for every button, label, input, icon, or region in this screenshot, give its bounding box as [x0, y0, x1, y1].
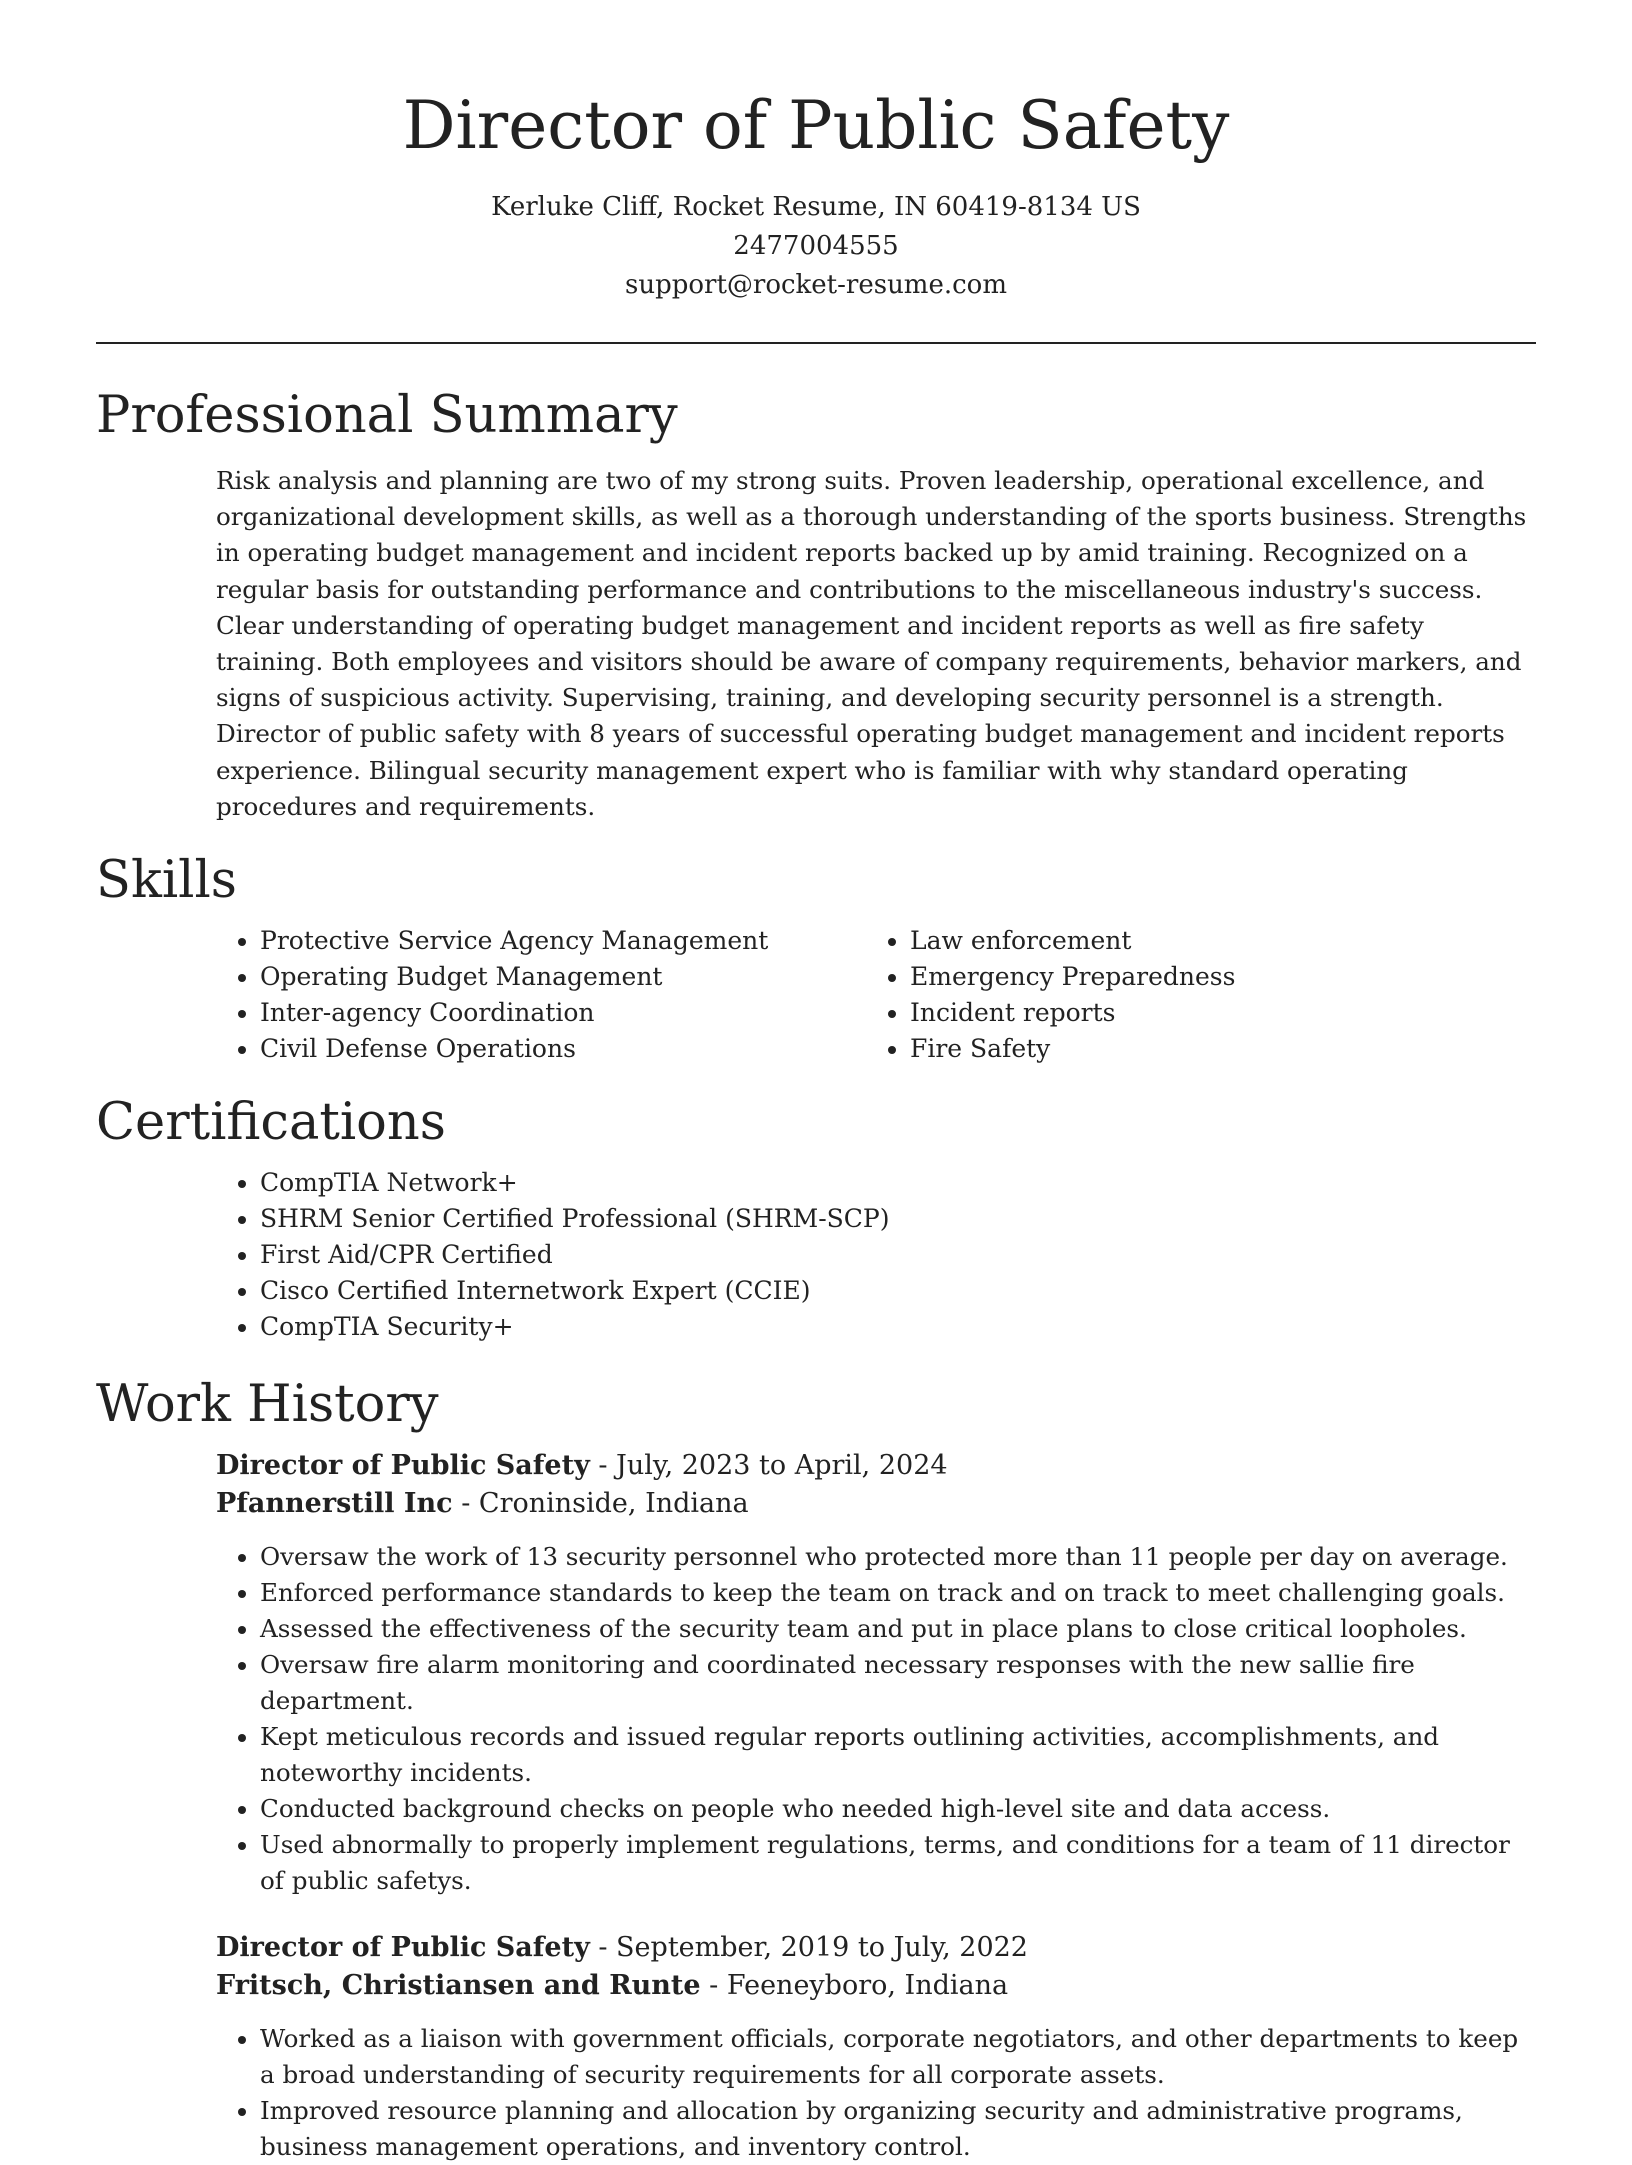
certification-item: • First Aid/CPR Certified: [260, 1237, 1536, 1273]
skill-item: • Emergency Preparedness: [910, 959, 1516, 995]
job-title-line: [216, 1929, 1536, 1967]
job-dates: - September, 2019 to July, 2022: [589, 1932, 1028, 1964]
skills-section: [96, 849, 1536, 1067]
job-company: Pfannerstill Inc: [216, 1488, 453, 1520]
certifications-heading: Certifications: [96, 1093, 446, 1153]
certification-item: • CompTIA Network+: [260, 1165, 1536, 1201]
skill-item: • Civil Defense Operations: [260, 1031, 866, 1067]
skill-item: • Law enforcement: [910, 923, 1516, 959]
skill-item: • Protective Service Agency Management: [260, 923, 866, 959]
contact-email: support@rocket-resume.com: [624, 270, 1007, 300]
summary-text: Risk analysis and planning are two of my strong suits. Proven leadership, operational excellence, and organizational development skills, as well as a thorough understanding of the sports business. Strengths in operating budget management and incident reports backed up by amid training. Recognized on a regular basis for outstanding performance and contributions to the miscellaneous industry's success. Clear understanding of operating budget management and incident reports as well as fire safety training. Both employees and visitors should be aware of company requirements, behavior markers, and signs of suspicious activity. Supervising, training, and developing security personnel is a strength. Director of public safety with 8 years of successful operating budget management and incident reports experience. Bilingual security management expert who is familiar with why standard operating procedures and requirements.: [216, 466, 1527, 821]
job-dates: - July, 2023 to April, 2024: [589, 1450, 948, 1482]
job-title: Director of Public Safety: [216, 1932, 590, 1964]
job-bullet: • Oversaw the work of 13 security personnel who protected more than 11 people per day on average.: [260, 1539, 1536, 1575]
job-location: - Croninside, Indiana: [452, 1488, 749, 1520]
job-entry: [216, 1929, 1536, 2165]
work-history-section: [96, 1373, 1536, 2165]
skill-item: • Incident reports: [910, 995, 1516, 1031]
certification-item: • CompTIA Security+: [260, 1309, 1536, 1345]
job-bullet: • Improved resource planning and allocation by organizing security and administrative programs, business management operations, and inventory control.: [260, 2093, 1536, 2165]
resume-title: Director of Public Safety: [402, 87, 1230, 164]
resume-header: [96, 0, 1536, 305]
job-bullet: • Worked as a liaison with government officials, corporate negotiators, and other departments to keep a broad understanding of security requirements for all corporate assets.: [260, 2021, 1536, 2093]
job-title-line: [216, 1447, 1536, 1485]
skill-item: • Operating Budget Management: [260, 959, 866, 995]
job-bullets: [216, 1539, 1536, 1899]
skills-column-right: [866, 923, 1516, 1067]
job-bullet: • Enforced performance standards to keep the team on track and on track to meet challenging goals.: [260, 1575, 1536, 1611]
job-bullet: • Used abnormally to properly implement regulations, terms, and conditions for a team of 11 director of public safetys.: [260, 1827, 1536, 1899]
summary-heading: Professional Summary: [96, 386, 678, 445]
work-history-heading: Work History: [96, 1375, 439, 1435]
skills-heading: Skills: [96, 851, 237, 911]
job-company: Fritsch, Christiansen and Runte: [216, 1970, 701, 2002]
job-company-line: [216, 1485, 1536, 1523]
job-bullet: • Conducted background checks on people who needed high-level site and data access.: [260, 1791, 1536, 1827]
summary-section: [96, 384, 1536, 825]
job-entry: [216, 1447, 1536, 1899]
certification-item: • SHRM Senior Certified Professional (SHRM-SCP): [260, 1201, 1536, 1237]
skill-item: • Inter-agency Coordination: [260, 995, 866, 1031]
job-bullet: • Oversaw fire alarm monitoring and coordinated necessary responses with the new sallie fire department.: [260, 1647, 1536, 1719]
job-bullet: • Kept meticulous records and issued regular reports outlining activities, accomplishments, and noteworthy incidents.: [260, 1719, 1536, 1791]
skill-item: • Fire Safety: [910, 1031, 1516, 1067]
job-title: Director of Public Safety: [216, 1450, 590, 1482]
certification-item: • Cisco Certified Internetwork Expert (CCIE): [260, 1273, 1536, 1309]
contact-phone: 2477004555: [733, 231, 899, 261]
contact-address: Kerluke Cliff, Rocket Resume, IN 60419-8134 US: [491, 192, 1141, 222]
job-bullets: [216, 2021, 1536, 2165]
job-bullet: • Assessed the effectiveness of the security team and put in place plans to close critical loopholes.: [260, 1611, 1536, 1647]
skills-column-left: [216, 923, 866, 1067]
header-divider: [96, 342, 1536, 344]
certifications-section: [96, 1091, 1536, 1345]
job-company-line: [216, 1967, 1536, 2005]
resume-page: [96, 0, 1536, 2165]
job-location: - Feeneyboro, Indiana: [700, 1970, 1009, 2002]
